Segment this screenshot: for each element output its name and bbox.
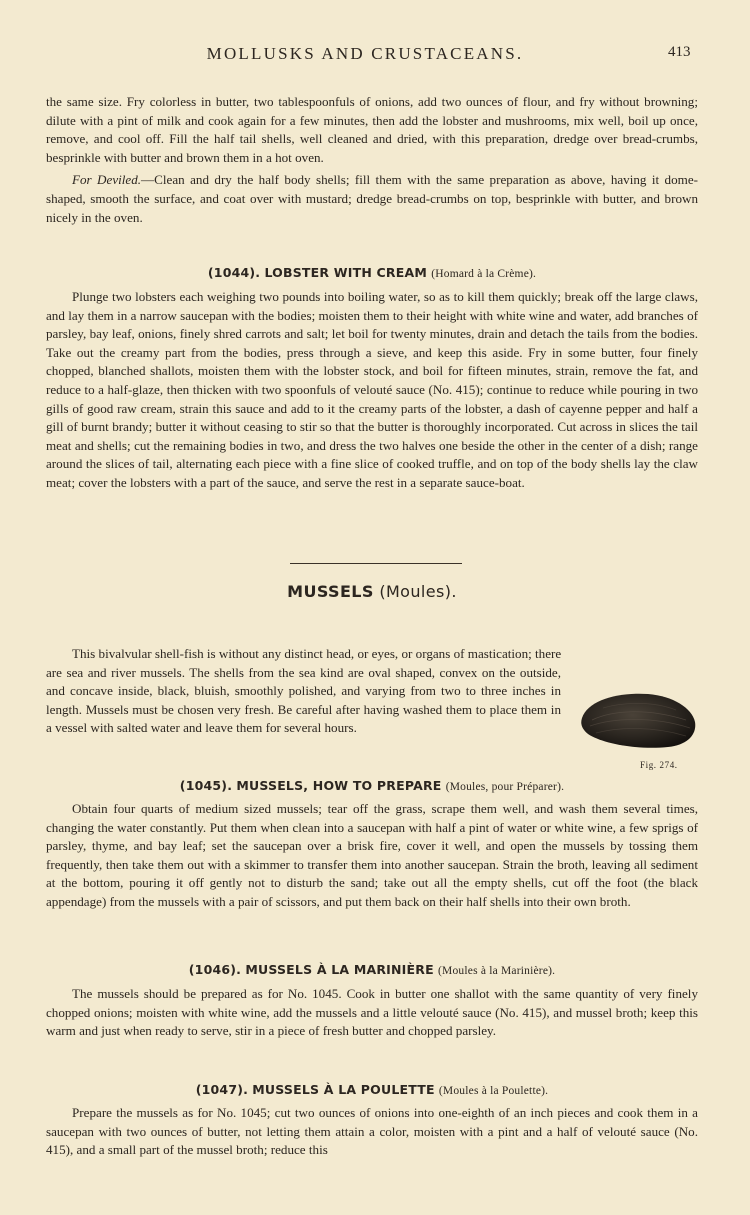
recipe-text: Plunge two lobsters each weighing two pounds into boiling water, so as to kill them quickly; break off the large claws, and lay them in a narrow saucepan with the bodies; moisten them to their height with white wine and water, add branches of parsley, bay leaf, onions, finely shred carrots and salt; let boil for twenty minutes, drain and detach the tails from the bodies. Take out the creamy part from the bodies, press through a sieve, and keep this aside. Fry in some butter, four finely chopped, blanched shallots, moisten them with the lobster stock, and boil for fifteen minutes, strain, remove the fat, and reduce to a half-glaze, then thicken with two spoonfuls of velouté sauce (No. 415); continue to reduce while pouring in two gills of good raw cream, strain this sauce and add to it the creamy parts of the lobster, a dash of cayenne pepper and half a gill of burnt brandy; butter it without ceasing to stir so that the butter is thoroughly incorporated. Cut across in slices the tail meat and shells; cut the remaining bodies in two, and dress the two halves one beside the other in the center of a dish; range around the slices of tail, alternating each piece with a fine slice of cooked truffle, and on top of the body shells lay the claw meat; cover the lobsters with a part of the sauce, and serve the rest in a separate sauce-boat. xyxy=(46,289,698,490)
recipe-number: (1045). xyxy=(179,778,233,793)
deviled-label: For Deviled. xyxy=(72,172,142,188)
deviled-paragraph xyxy=(46,171,698,227)
figure-caption: Fig. 274. xyxy=(640,760,678,770)
recipe-text: The mussels should be prepared as for No. 1045. Cook in butter one shallot with the same quantity of very finely chopped onions; moisten with white wine, add the mussels and a little velouté sauce (No. 415), and mussel broth; keep this warm and just when ready to serve, stir in a piece of fresh butter and chopped parsley. xyxy=(46,986,698,1039)
intro-first-line: This bivalvular shell-fish is without any distinct head, or eyes, or organs of mastication; there xyxy=(72,646,562,661)
section-divider xyxy=(290,563,462,564)
intro-rest: are sea and river mussels. The shells from the sea kind are oval shaped, convex on the outside, and concave inside, black, bluish, smoothly polished, and varying from two to three inches in length. Mussels must be chosen very fresh. Be careful after having washed them to place them in a vessel with salted water and leave them for several hours. xyxy=(46,664,561,736)
recipe-text: Obtain four quarts of medium sized mussels; tear off the grass, scrape them well, and wash them several times, changing the water constantly. Put them when clean into a saucepan with half a pint of water or white wine, a few sprigs of parsley, thyme, and bay leaf; set the saucepan over a brisk fire, cover it well, and open the mussels by tossing them frequently, then take them out with a skimmer to transfer them into another saucepan. Strain the broth, leaving all sediment at the bottom, pouring it off gently not to disturb the sand; take out all the empty shells, cut off the foot (the black appendage) from the mussels with a pair of scissors, and put them back on their half shells into their own broth. xyxy=(46,801,698,909)
continuation-paragraph: the same size. Fry colorless in butter, two tablespoonfuls of onions, add two ounces of flour, and fry without browning; dilute with a pint of milk and cook again for a few minutes, then add the lobster and mushrooms, mix well, boil up once, remove, and cool off. Fill the half tail shells, well cleaned and dried, with this preparation, dredge over bread-crumbs, besprinkle with butter and brown them in a hot oven. xyxy=(46,94,698,165)
recipe-1045-heading xyxy=(46,778,698,793)
recipe-number: (1046). xyxy=(188,962,242,977)
recipe-1047-body xyxy=(46,1104,698,1160)
section-title xyxy=(46,582,698,601)
recipe-name: MUSSELS À LA MARINIÈRE xyxy=(245,962,434,977)
section-french-name: (Moules). xyxy=(379,582,457,601)
recipe-1046-heading xyxy=(46,962,698,977)
recipe-1046-body xyxy=(46,985,698,1041)
mussels-intro-rest xyxy=(46,664,561,738)
recipe-name: LOBSTER WITH CREAM xyxy=(264,265,428,280)
recipe-french-name: (Homard à la Crème). xyxy=(431,268,537,280)
recipe-number: (1047). xyxy=(195,1082,249,1097)
mussels-intro-first-line xyxy=(46,645,698,664)
recipe-1044-body xyxy=(46,288,698,493)
recipe-french-name: (Moules à la Marinière). xyxy=(438,965,556,977)
section-name: MUSSELS xyxy=(287,582,374,601)
deviled-text: —Clean and dry the half body shells; fill them with the same preparation as above, having it dome-shaped, smooth the surface, and coat over with mustard; dredge bread-crumbs on top, besprinkle with butter, and brown nicely in the oven. xyxy=(46,172,698,225)
recipe-1047-heading xyxy=(46,1082,698,1097)
recipe-french-name: (Moules, pour Préparer). xyxy=(445,781,565,793)
recipe-number: (1044). xyxy=(207,265,261,280)
recipe-name: MUSSELS À LA POULETTE xyxy=(252,1082,435,1097)
recipe-1044-heading xyxy=(46,265,698,280)
recipe-1045-body xyxy=(46,800,698,912)
recipe-text: Prepare the mussels as for No. 1045; cut two ounces of onions into one-eighth of an inch pieces and cook them in a saucepan with two ounces of butter, not letting them attain a color, moisten with a pint and a half of velouté sauce (No. 415), and a small part of the mussel broth; reduce this xyxy=(46,1105,698,1158)
page-number: 413 xyxy=(668,44,691,60)
continuation-block xyxy=(46,93,698,227)
recipe-french-name: (Moules à la Poulette). xyxy=(438,1085,549,1097)
running-title: MOLLUSKS AND CRUSTACEANS. xyxy=(206,44,524,63)
mussel-shell-illustration xyxy=(578,688,698,750)
recipe-name: MUSSELS, HOW TO PREPARE xyxy=(236,778,442,793)
